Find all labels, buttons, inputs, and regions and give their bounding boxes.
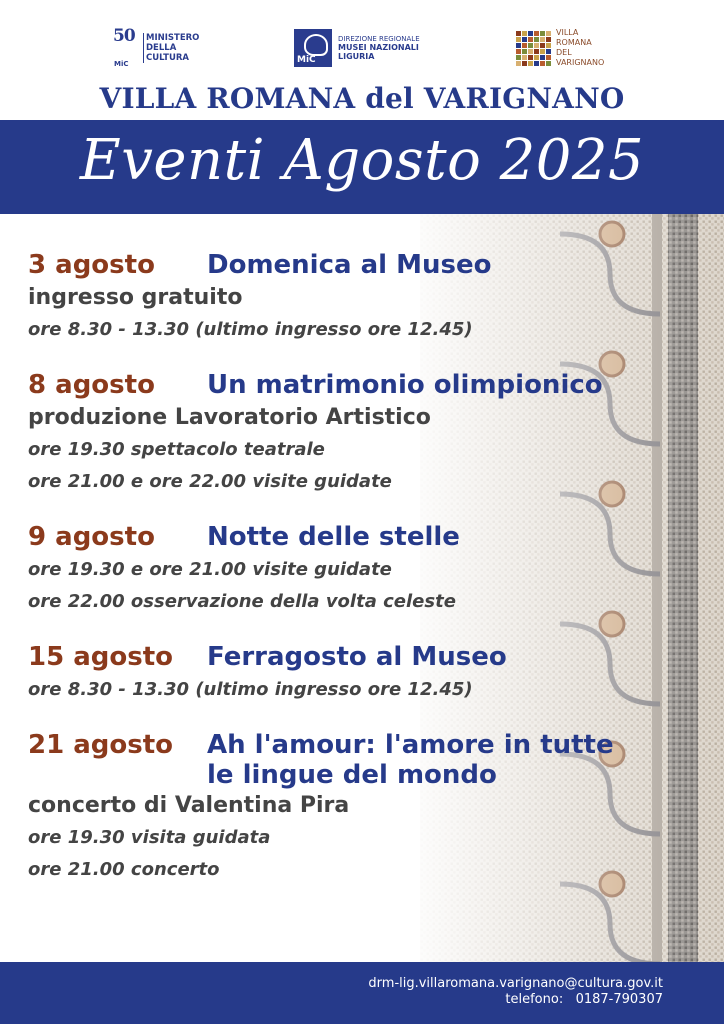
event-time-line: ore 21.00 e ore 22.00 visite guidate [28,471,392,492]
site-title: VILLA ROMANA del VARIGNANO [99,82,625,115]
mosaic-tile [516,61,521,66]
mosaic-tile [540,43,545,48]
mosaic-tile [516,31,521,36]
mosaic-tile [522,43,527,48]
mosaic-tile [534,49,539,54]
mosaic-tile [516,55,521,60]
ministero-line: CULTURA [146,53,189,63]
event-item [28,248,688,346]
direzione-line: DIREZIONE REGIONALE [338,35,420,43]
event-date: 21 agosto [28,730,174,760]
footer-bar [0,962,724,1024]
event-date: 15 agosto [28,642,174,672]
direzione-mic-text: MiC [297,55,316,65]
mosaic-tile [546,43,551,48]
mic-mark-text: MiC [114,60,129,68]
event-date: 3 agosto [28,250,155,280]
event-subtitle: concerto di Valentina Pira [28,793,350,818]
event-item [28,368,688,498]
villa-logo-line: ROMANA [556,38,592,47]
event-time-line: ore 19.30 spettacolo teatrale [28,439,325,460]
mosaic-tile [522,37,527,42]
mosaic-tile [528,61,533,66]
direzione-line: LIGURIA [338,52,375,61]
mosaic-tile [540,61,545,66]
mosaic-tile [546,37,551,42]
event-title: Ferragosto al Museo [207,642,507,672]
event-subtitle: ingresso gratuito [28,285,243,310]
mosaic-tile [528,43,533,48]
mosaic-tile [534,31,539,36]
villa-logo-line: VARIGNANO [556,58,605,67]
mosaic-tile [534,37,539,42]
mosaic-tile [528,31,533,36]
mosaic-tile [540,55,545,60]
mosaic-tile [546,61,551,66]
mosaic-tile [540,49,545,54]
mosaic-tile [516,49,521,54]
ministero-line: DELLA [146,43,177,53]
ministero-cultura-logo [113,22,199,74]
villa-romana-logo [516,22,604,74]
mic-50-mark [113,26,139,70]
mosaic-tile [522,55,527,60]
event-header [28,640,688,674]
mosaic-tile [528,49,533,54]
title-banner [0,120,724,214]
event-time-line: ore 22.00 osservazione della volta celeste [28,591,456,612]
villa-logo-line: DEL [556,48,572,57]
event-header [28,368,688,402]
mosaic-tile [534,61,539,66]
mosaic-tile [534,43,539,48]
logo-bar [0,22,724,74]
event-title: Un matrimonio olimpionico [207,370,603,400]
mosaic-tile [522,61,527,66]
event-subtitle: produzione Lavoratorio Artistico [28,405,431,430]
event-title: Domenica al Museo [207,250,492,280]
mosaic-tile [540,31,545,36]
event-title-line: le lingue del mondo [207,760,497,790]
mosaic-tile [516,43,521,48]
mosaic-tile [546,31,551,36]
direzione-mark [294,29,332,67]
mosaic-tile [528,55,533,60]
mic-50-number: 50 [113,26,135,46]
event-title: Notte delle stelle [207,522,460,552]
event-time-line: ore 8.30 - 13.30 (ultimo ingresso ore 12.45) [28,319,473,340]
event-header [28,248,688,282]
event-header [28,520,688,554]
mosaic-tile [528,37,533,42]
mosaic-tile [546,55,551,60]
ministero-line: MINISTERO [146,33,200,43]
mosaic-tile [522,31,527,36]
event-header [28,728,688,790]
event-time-line: ore 21.00 concerto [28,859,220,880]
event-date: 9 agosto [28,522,155,552]
mosaic-tile [540,37,545,42]
mosaic-tile [522,49,527,54]
direzione-line: MUSEI NAZIONALI [338,43,419,52]
villa-logo-line: VILLA [556,28,579,37]
event-title-line: Ah l'amour: l'amore in tutte [207,730,614,760]
event-time-line: ore 19.30 visita guidata [28,827,271,848]
direzione-text [338,35,420,61]
villa-logo-text [556,28,604,68]
event-title [207,728,614,790]
ministero-text [143,33,199,63]
mosaic-tile [534,55,539,60]
event-item [28,640,688,706]
event-time-line: ore 19.30 e ore 21.00 visite guidate [28,559,392,580]
banner-title: Eventi Agosto 2025 [79,128,645,193]
mosaic-tile [546,49,551,54]
statue-icon [304,34,328,56]
mosaic-tile [516,37,521,42]
mosaic-grid-icon [516,31,551,66]
events-list [28,248,688,908]
event-time-line: ore 8.30 - 13.30 (ultimo ingresso ore 12.45) [28,679,473,700]
contact-phone: telefono: 0187-790307 [505,992,663,1007]
event-date: 8 agosto [28,370,155,400]
contact-email: drm-lig.villaromana.varignano@cultura.gov.it [368,976,663,991]
direzione-regionale-logo [294,22,420,74]
footer-contacts [368,976,663,1008]
event-item [28,520,688,618]
event-item [28,728,688,886]
